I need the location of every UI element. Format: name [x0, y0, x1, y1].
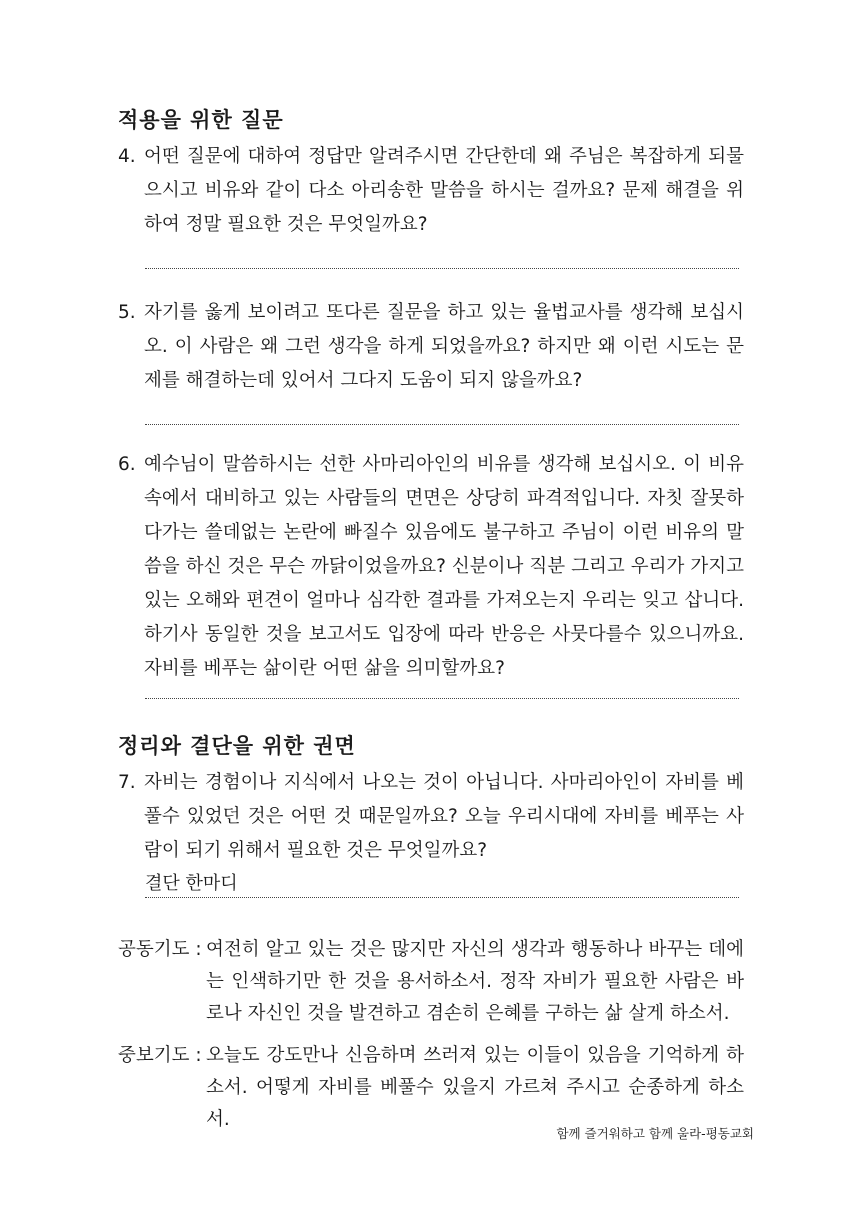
question-7 [118, 766, 744, 868]
prayer-text: 여전히 알고 있는 것은 많지만 자신의 생각과 행동하나 바꾸는 데에는 인색하기만 한 것을 용서하소서. 정작 자비가 필요한 사람은 바로나 자신인 것을 발견하고 겸손히 은혜를 구하는 삶 살게 하소서. [206, 939, 744, 1024]
question-text: 예수님이 말씀하시는 선한 사마리아인의 비유를 생각해 보십시오. 이 비유속에서 대비하고 있는 사람들의 면면은 상당히 파격적입니다. 자칫 잘못하다가는 쓸데없는 논란에 빠질수 있음에도 불구하고 주님이 이런 비유의 말씀을 하신 것은 무슨 까닭이었을까요? 신분이나 직분 그리고 우리가 가지고 있는 오해와 편견이 얼마나 심각한 결과를 가져오는지 우리는 잊고 삽니다. 하기사 동일한 것을 보고서도 입장에 따라 반응은 사뭇다를수 있으니까요. 자비를 베푸는 삶이란 어떤 삶을 의미할까요? [144, 454, 744, 679]
question-number: 4. [118, 146, 136, 167]
prayer-label: 중보기도 : [118, 1045, 202, 1066]
answer-line-5[interactable] [145, 424, 739, 425]
question-text: 자비는 경험이나 지식에서 나오는 것이 아닙니다. 사마리아인이 자비를 베풀수 있었던 것은 어떤 것 때문일까요? 오늘 우리시대에 자비를 베푸는 사람이 되기 위해서 필요한 것은 무엇일까요? [144, 772, 744, 861]
answer-line-4[interactable] [145, 268, 739, 269]
answer-line-decision[interactable] [145, 897, 739, 898]
question-text: 자기를 옳게 보이려고 또다른 질문을 하고 있는 율법교사를 생각해 보십시오. 이 사람은 왜 그런 생각을 하게 되었을까요? 하지만 왜 이런 시도는 문제를 해결하는데 있어서 그다지 도움이 되지 않을까요? [144, 302, 744, 391]
prayer-common [118, 934, 744, 1030]
question-5 [118, 296, 744, 398]
question-number: 5. [118, 302, 136, 323]
decision-label: 결단 한마디 [145, 873, 238, 894]
prayer-label: 공동기도 : [118, 939, 202, 960]
section-heading-application: 적용을 위한 질문 [118, 108, 284, 132]
question-number: 6. [118, 454, 136, 475]
answer-line-6[interactable] [145, 698, 739, 699]
question-6 [118, 448, 744, 686]
prayer-intercession [118, 1040, 744, 1136]
prayer-text: 오늘도 강도만나 신음하며 쓰러져 있는 이들이 있음을 기억하게 하소서. 어떻게 자비를 베풀수 있을지 가르쳐 주시고 순종하게 하소서. [206, 1045, 744, 1130]
section-heading-decision: 정리와 결단을 위한 권면 [118, 734, 356, 758]
question-4 [118, 140, 744, 242]
question-text: 어떤 질문에 대하여 정답만 알려주시면 간단한데 왜 주님은 복잡하게 되물으시고 비유와 같이 다소 아리송한 말씀을 하시는 걸까요? 문제 해결을 위하여 정말 필요한 것은 무엇일까요? [144, 146, 744, 235]
footer-church-motto: 함께 즐거워하고 함께 울라-평동교회 [556, 1126, 754, 1141]
question-number: 7. [118, 772, 136, 793]
